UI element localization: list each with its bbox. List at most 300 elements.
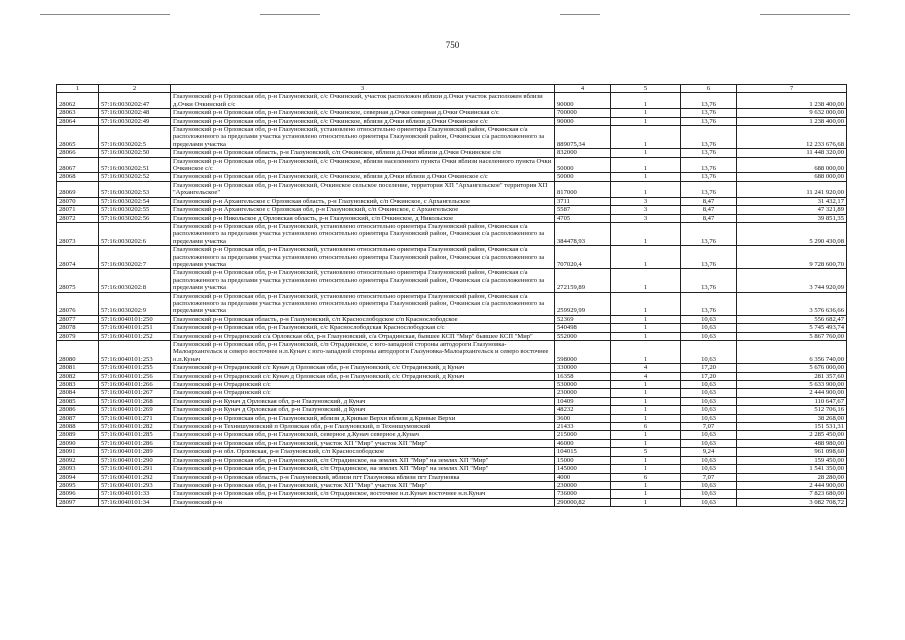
group-cell: 1 [611, 246, 681, 269]
table-row [57, 222, 847, 245]
area-cell: 104015 [555, 448, 611, 456]
group-cell: 1 [611, 181, 681, 197]
cadastral-number-cell: 57:16:0040101:268 [99, 397, 171, 405]
rate-cell: 17,20 [681, 364, 737, 372]
cadastral-number-cell: 57:16:0040101:250 [99, 315, 171, 323]
area-cell: 3711 [555, 197, 611, 205]
table-row [57, 498, 847, 506]
value-cell: 7 823 680,00 [737, 490, 847, 498]
cadastral-number-cell: 57:16:0030202:7 [99, 246, 171, 269]
table-row [57, 389, 847, 397]
value-cell: 47 321,89 [737, 206, 847, 214]
address-cell: Глазуновский р-н Орловская обл, р-н Глазуновский, с/с Очкинское, вблизи д.Очки вблизи д.Очки Очкинское с/с [171, 173, 555, 181]
address-cell: Глазуновский р-н Орловская обл, р-н Глазуновский, с/п Отрадинское, на землях ХП "Мир" на землях ХП "Мир" [171, 465, 555, 473]
cadastral-number-cell: 57:16:0040101:255 [99, 364, 171, 372]
row-number-cell: 28082 [57, 372, 99, 380]
cadastral-number-cell: 57:16:0040101:292 [99, 473, 171, 481]
address-cell: Глазуновский р-н Орловская обл, р-н Глазуновский, с/п Отрадинское, с юго-западной стороны автодороги Глазуновка-Малоархангельск и северо восточнее н.п.Кунач с юго-западной стороны автодороги Глазуновка-Малоархангельск и северо восточнее н.п.Кунач [171, 341, 555, 364]
cadastral-number-cell: 57:16:0030202:5 [99, 126, 171, 149]
value-cell: 3 082 708,72 [737, 498, 847, 506]
address-cell: Глазуновский р-н Орловская область, р-н Глазуновский, с/п Очкинское, вблизи д.Очки вблизи д.Очки Очкинское с/п [171, 149, 555, 157]
value-cell: 3 744 920,09 [737, 269, 847, 292]
group-cell: 1 [611, 126, 681, 149]
rate-cell: 10,63 [681, 456, 737, 464]
address-cell: Глазуновский р-н Отрадинский с/а Орловская обл, р-н Глазуновский, с/а Отрадинская, бывшее КСП "Мир" бывшее КСП "Мир" [171, 332, 555, 340]
cadastral-number-cell: 57:16:0030202:52 [99, 173, 171, 181]
cadastral-number-cell: 57:16:0030202:48 [99, 109, 171, 117]
address-cell: Глазуновский р-н Орловская область, р-н Глазуновский, с/п Краснослободское с/п Краснослободское [171, 315, 555, 323]
table-row [57, 448, 847, 456]
group-cell: 1 [611, 481, 681, 489]
value-cell: 3 576 636,66 [737, 292, 847, 315]
header-cell: 5 [611, 85, 681, 93]
address-cell: Глазуновский р-н Орловская обл, р-н Глазуновский, вблизи д.Кривые Верхи вблизи д.Кривые Верхи [171, 414, 555, 422]
table-row [57, 93, 847, 109]
header-cell: 7 [737, 85, 847, 93]
group-cell: 3 [611, 197, 681, 205]
address-cell: Глазуновский р-н Отрадинский с/с [171, 381, 555, 389]
area-cell: 215000 [555, 431, 611, 439]
area-cell: 46000 [555, 439, 611, 447]
cadastral-number-cell: 57:16:0040101:269 [99, 406, 171, 414]
row-number-cell: 28063 [57, 109, 99, 117]
address-cell: Глазуновский р-н обл. Орловская, р-н Глазуновский, с/п Краснослободское [171, 448, 555, 456]
value-cell: 31 432,17 [737, 197, 847, 205]
row-number-cell: 28075 [57, 269, 99, 292]
row-number-cell: 28079 [57, 332, 99, 340]
row-number-cell: 28084 [57, 389, 99, 397]
group-cell: 5 [611, 448, 681, 456]
table-row [57, 439, 847, 447]
group-cell: 1 [611, 389, 681, 397]
rate-cell: 13,76 [681, 93, 737, 109]
table-row [57, 341, 847, 364]
value-cell: 1 238 400,00 [737, 93, 847, 109]
rate-cell: 13,76 [681, 292, 737, 315]
rate-cell: 10,63 [681, 490, 737, 498]
rate-cell: 13,76 [681, 157, 737, 173]
row-number-cell: 28071 [57, 206, 99, 214]
value-cell: 28 280,00 [737, 473, 847, 481]
table-row [57, 381, 847, 389]
address-cell: Глазуновский р-н Орловская обл, р-н Глазуновский, участок ХП "Мир" участок ХП "Мир" [171, 439, 555, 447]
group-cell: 1 [611, 269, 681, 292]
header-cell: 1 [57, 85, 99, 93]
rate-cell: 10,63 [681, 315, 737, 323]
rate-cell: 7,07 [681, 423, 737, 431]
cadastral-number-cell: 57:16:0040101:293 [99, 481, 171, 489]
rate-cell: 10,63 [681, 439, 737, 447]
address-cell: Глазуновский р-н Архангельское с Орловская обл, р-н Глазуновский, с/п Очкинское, с Архангельское [171, 206, 555, 214]
area-cell: 90000 [555, 117, 611, 125]
table-row [57, 109, 847, 117]
address-cell: Глазуновский р-н Орловская обл, р-н Глазуновский, установлено относительно ориентира Глазуновский район, Очкинская с/а расположенного за пределами участка установлено относительно ориентира Глазуновский район, Очкинская с/а расположенного за пределами участка [171, 126, 555, 149]
rate-cell: 7,07 [681, 473, 737, 481]
cadastral-number-cell: 57:16:0040101:267 [99, 389, 171, 397]
row-number-cell: 28093 [57, 465, 99, 473]
scan-edge-mark [40, 14, 170, 15]
value-cell: 1 541 350,00 [737, 465, 847, 473]
area-cell: 889075,34 [555, 126, 611, 149]
cadastral-number-cell: 57:16:0040101:290 [99, 456, 171, 464]
cadastral-number-cell: 57:16:0040101:33 [99, 490, 171, 498]
address-cell: Глазуновский р-н Орловская обл, р-н Глазуновский, установлено относительно ориентира Глазуновский район, Очкинская с/а расположенного за пределами участка установлено относительно ориентира Глазуновский район, Очкинская с/а расположенного за пределами участка [171, 269, 555, 292]
row-number-cell: 28086 [57, 406, 99, 414]
table-row [57, 473, 847, 481]
row-number-cell: 28062 [57, 93, 99, 109]
value-cell: 2 444 900,00 [737, 389, 847, 397]
area-cell: 259929,99 [555, 292, 611, 315]
table-row [57, 406, 847, 414]
group-cell: 1 [611, 490, 681, 498]
rate-cell: 13,76 [681, 246, 737, 269]
address-cell: Глазуновский р-н Никольское д Орловская область, р-н Глазуновский, с/п Очкинское, д Никольское [171, 214, 555, 222]
cadastral-number-cell: 57:16:0040101:285 [99, 431, 171, 439]
table-row [57, 149, 847, 157]
cadastral-number-cell: 57:16:0040101:271 [99, 414, 171, 422]
cadastral-number-cell: 57:16:0030202:55 [99, 206, 171, 214]
cadastral-number-cell: 57:16:0030202:53 [99, 181, 171, 197]
area-cell: 832000 [555, 149, 611, 157]
row-number-cell: 28087 [57, 414, 99, 422]
value-cell: 556 682,47 [737, 315, 847, 323]
area-cell: 21433 [555, 423, 611, 431]
group-cell: 1 [611, 456, 681, 464]
table-row [57, 481, 847, 489]
cadastral-number-cell: 57:16:0030202:54 [99, 197, 171, 205]
cadastral-number-cell: 57:16:0040101:251 [99, 324, 171, 332]
area-cell: 598000 [555, 341, 611, 364]
row-number-cell: 28069 [57, 181, 99, 197]
rate-cell: 9,24 [681, 448, 737, 456]
table-row [57, 181, 847, 197]
cadastral-number-cell: 57:16:0040101:34 [99, 498, 171, 506]
address-cell: Глазуновский р-н Орловская обл, р-н Глазуновский, установлено относительно ориентира Глазуновский район, Очкинская с/а расположенного за пределами участка установлено относительно ориентира Глазуновский район, Очкинская с/а расположенного за пределами участка [171, 222, 555, 245]
address-cell: Глазуновский р-н Орловская обл, р-н Глазуновский, Очкинское сельское поселение, территория ХП "Архангельское" территория ХП "Архангельское" [171, 181, 555, 197]
registry-body [57, 85, 847, 507]
value-cell: 2 285 450,00 [737, 431, 847, 439]
value-cell: 488 980,00 [737, 439, 847, 447]
rate-cell: 10,63 [681, 324, 737, 332]
area-cell: 3600 [555, 414, 611, 422]
scan-edge-mark [760, 14, 850, 15]
group-cell: 1 [611, 439, 681, 447]
group-cell: 6 [611, 423, 681, 431]
rate-cell: 13,76 [681, 126, 737, 149]
table-row [57, 324, 847, 332]
cadastral-number-cell: 57:16:0030202:47 [99, 93, 171, 109]
rate-cell: 10,63 [681, 498, 737, 506]
value-cell: 2 444 900,00 [737, 481, 847, 489]
group-cell: 1 [611, 315, 681, 323]
cadastral-number-cell: 57:16:0030202:9 [99, 292, 171, 315]
value-cell: 281 357,60 [737, 372, 847, 380]
table-row [57, 397, 847, 405]
table-row [57, 456, 847, 464]
value-cell: 38 268,00 [737, 414, 847, 422]
address-cell: Глазуновский р-н Орловская обл, р-н Глазуновский, северное д.Кунач северное д.Кунач [171, 431, 555, 439]
area-cell: 540498 [555, 324, 611, 332]
row-number-cell: 28080 [57, 341, 99, 364]
area-cell: 230000 [555, 481, 611, 489]
group-cell: 1 [611, 157, 681, 173]
group-cell: 1 [611, 397, 681, 405]
area-cell: 384478,93 [555, 222, 611, 245]
group-cell: 1 [611, 93, 681, 109]
header-cell: 3 [171, 85, 555, 93]
row-number-cell: 28083 [57, 381, 99, 389]
row-number-cell: 28094 [57, 473, 99, 481]
rate-cell: 10,63 [681, 341, 737, 364]
table-row [57, 214, 847, 222]
value-cell: 961 098,60 [737, 448, 847, 456]
row-number-cell: 28091 [57, 448, 99, 456]
row-number-cell: 28066 [57, 149, 99, 157]
row-number-cell: 28067 [57, 157, 99, 173]
value-cell: 5 633 900,00 [737, 381, 847, 389]
rate-cell: 13,76 [681, 269, 737, 292]
address-cell: Глазуновский р-н Орловская обл, р-н Глазуновский, с/с Краснослободская Краснослободская с/с [171, 324, 555, 332]
table-row [57, 423, 847, 431]
row-number-cell: 28074 [57, 246, 99, 269]
rate-cell: 10,63 [681, 397, 737, 405]
value-cell: 5 745 493,74 [737, 324, 847, 332]
rate-cell: 13,76 [681, 222, 737, 245]
address-cell: Глазуновский р-н Орловская обл, р-н Глазуновский, установлено относительно ориентира Глазуновский район, Очкинская с/а расположенного за пределами участка установлено относительно ориентира Глазуновский район, Очкинская с/а расположенного за пределами участка [171, 292, 555, 315]
cadastral-number-cell: 57:16:0030202:50 [99, 149, 171, 157]
row-number-cell: 28081 [57, 364, 99, 372]
address-cell: Глазуновский р-н Кунач д Орловская обл, р-н Глазуновский, д Кунач [171, 406, 555, 414]
table-row [57, 206, 847, 214]
value-cell: 110 647,67 [737, 397, 847, 405]
rate-cell: 13,76 [681, 117, 737, 125]
table-row [57, 465, 847, 473]
value-cell: 151 531,31 [737, 423, 847, 431]
rate-cell: 13,76 [681, 173, 737, 181]
table-row [57, 332, 847, 340]
area-cell: 48232 [555, 406, 611, 414]
row-number-cell: 28077 [57, 315, 99, 323]
group-cell: 1 [611, 341, 681, 364]
table-row [57, 126, 847, 149]
value-cell: 512 706,16 [737, 406, 847, 414]
header-cell: 6 [681, 85, 737, 93]
value-cell: 1 238 400,00 [737, 117, 847, 125]
table-row [57, 157, 847, 173]
cadastral-registry-table [56, 84, 847, 507]
cadastral-number-cell: 57:16:0040101:286 [99, 439, 171, 447]
cadastral-number-cell: 57:16:0040101:266 [99, 381, 171, 389]
area-cell: 5587 [555, 206, 611, 214]
row-number-cell: 28072 [57, 214, 99, 222]
table-row [57, 269, 847, 292]
rate-cell: 10,63 [681, 431, 737, 439]
rate-cell: 10,63 [681, 414, 737, 422]
row-number-cell: 28065 [57, 126, 99, 149]
area-cell: 817000 [555, 181, 611, 197]
address-cell: Глазуновский р-н Орловская обл, р-н Глазуновский, с/с Очкинский, участок расположен вблизи д.Очки участок расположен вблизи д.Очки Очкинский с/с [171, 93, 555, 109]
cadastral-number-cell: 57:16:0030202:56 [99, 214, 171, 222]
address-cell: Глазуновский р-н Орловская обл, р-н Глазуновский, с/п Отрадинское, восточнее н.п.Кунач восточнее н.п.Кунач [171, 490, 555, 498]
header-cell: 4 [555, 85, 611, 93]
group-cell: 1 [611, 324, 681, 332]
rate-cell: 13,76 [681, 109, 737, 117]
row-number-cell: 28064 [57, 117, 99, 125]
row-number-cell: 28097 [57, 498, 99, 506]
area-cell: 145000 [555, 465, 611, 473]
area-cell: 4705 [555, 214, 611, 222]
group-cell: 1 [611, 406, 681, 414]
table-row [57, 315, 847, 323]
address-cell: Глазуновский р-н Орловская обл, р-н Глазуновский, с/п Отрадинское, на землях ХП "Мир" на землях ХП "Мир" [171, 456, 555, 464]
address-cell: Глазуновский р-н Технишумовский п Орловская обл, р-н Глазуновский, п Технишумовский [171, 423, 555, 431]
area-cell: 736000 [555, 490, 611, 498]
value-cell: 5 290 430,08 [737, 222, 847, 245]
cadastral-number-cell: 57:16:0040101:252 [99, 332, 171, 340]
group-cell: 1 [611, 431, 681, 439]
rate-cell: 17,20 [681, 372, 737, 380]
area-cell: 4000 [555, 473, 611, 481]
group-cell: 1 [611, 414, 681, 422]
scan-edge-mark [260, 14, 320, 15]
address-cell: Глазуновский р-н Отрадинский с/с Кунач д Орловская обл, р-н Глазуновский, с/с Отрадинский, д Кунач [171, 372, 555, 380]
cadastral-number-cell: 57:16:0040101:282 [99, 423, 171, 431]
rate-cell: 13,76 [681, 149, 737, 157]
address-cell: Глазуновский р-н Отрадинский с/с [171, 389, 555, 397]
group-cell: 3 [611, 214, 681, 222]
row-number-cell: 28095 [57, 481, 99, 489]
rate-cell: 10,63 [681, 381, 737, 389]
rate-cell: 10,63 [681, 481, 737, 489]
area-cell: 52369 [555, 315, 611, 323]
rate-cell: 8,47 [681, 206, 737, 214]
value-cell: 5 676 000,00 [737, 364, 847, 372]
group-cell: 1 [611, 109, 681, 117]
table-row [57, 372, 847, 380]
area-cell: 230000 [555, 389, 611, 397]
header-cell: 2 [99, 85, 171, 93]
area-cell: 290000,82 [555, 498, 611, 506]
row-number-cell: 28070 [57, 197, 99, 205]
header-row [57, 85, 847, 93]
group-cell: 1 [611, 498, 681, 506]
address-cell: Глазуновский р-н Орловская область, р-н Глазуновский, вблизи пгт Глазуновка вблизи пгт Глазуновка [171, 473, 555, 481]
area-cell: 552000 [555, 332, 611, 340]
group-cell: 3 [611, 206, 681, 214]
table-row [57, 431, 847, 439]
cadastral-number-cell: 57:16:0040101:291 [99, 465, 171, 473]
rate-cell: 10,63 [681, 406, 737, 414]
value-cell: 11 241 920,00 [737, 181, 847, 197]
table-row [57, 490, 847, 498]
address-cell: Глазуновский р-н Орловская обл, р-н Глазуновский, установлено относительно ориентира Глазуновский район, Очкинская с/а расположенного за пределами участка установлено относительно ориентира Глазуновский район, Очкинская с/а расположенного за пределами участка [171, 246, 555, 269]
address-cell: Глазуновский р-н Архангельское с Орловская область, р-н Глазуновский, с/п Очкинское, с Архангельское [171, 197, 555, 205]
table-row [57, 117, 847, 125]
group-cell: 1 [611, 117, 681, 125]
area-cell: 700000 [555, 109, 611, 117]
value-cell: 39 851,35 [737, 214, 847, 222]
rate-cell: 13,76 [681, 181, 737, 197]
area-cell: 707020,4 [555, 246, 611, 269]
value-cell: 6 356 740,00 [737, 341, 847, 364]
scan-edge-mark [560, 14, 600, 15]
value-cell: 5 867 760,00 [737, 332, 847, 340]
area-cell: 530000 [555, 381, 611, 389]
rate-cell: 8,47 [681, 197, 737, 205]
cadastral-number-cell: 57:16:0030202:6 [99, 222, 171, 245]
address-cell: Глазуновский р-н Кунач д Орловская обл, р-н Глазуновский, д Кунач [171, 397, 555, 405]
area-cell: 50000 [555, 173, 611, 181]
row-number-cell: 28096 [57, 490, 99, 498]
table-row [57, 246, 847, 269]
row-number-cell: 28073 [57, 222, 99, 245]
value-cell: 688 000,00 [737, 157, 847, 173]
row-number-cell: 28085 [57, 397, 99, 405]
address-cell: Глазуновский р-н [171, 498, 555, 506]
row-number-cell: 28092 [57, 456, 99, 464]
row-number-cell: 28090 [57, 439, 99, 447]
page-number: 750 [445, 40, 460, 50]
area-cell: 15000 [555, 456, 611, 464]
value-cell: 688 000,00 [737, 173, 847, 181]
area-cell: 10409 [555, 397, 611, 405]
address-cell: Глазуновский р-н Отрадинский с/с Кунач д Орловская обл, р-н Глазуновский, с/с Отрадинский, д Кунач [171, 364, 555, 372]
cadastral-number-cell: 57:16:0040101:253 [99, 341, 171, 364]
rate-cell: 10,63 [681, 332, 737, 340]
table-row [57, 414, 847, 422]
cadastral-number-cell: 57:16:0040101:289 [99, 448, 171, 456]
value-cell: 159 450,00 [737, 456, 847, 464]
table-row [57, 197, 847, 205]
group-cell: 6 [611, 473, 681, 481]
group-cell: 1 [611, 292, 681, 315]
address-cell: Глазуновский р-н Орловская обл, р-н Глазуновский, с/с Очкинское, вблизи д.Очки вблизи д.Очки Очкинское с/с [171, 117, 555, 125]
address-cell: Глазуновский р-н Орловская обл, р-н Глазуновский, с/с Очкинское, вблизи населенного пункта Очки вблизи населенного пункта Очки Очкинское с/с [171, 157, 555, 173]
area-cell: 330000 [555, 364, 611, 372]
table-row [57, 173, 847, 181]
table-row [57, 292, 847, 315]
address-cell: Глазуновский р-н Орловская обл, р-н Глазуновский, с/с Очкинское, северная д.Очки северная д.Очки Очкинская с/с [171, 109, 555, 117]
row-number-cell: 28078 [57, 324, 99, 332]
table-row [57, 364, 847, 372]
rate-cell: 10,63 [681, 465, 737, 473]
group-cell: 1 [611, 149, 681, 157]
value-cell: 12 233 676,68 [737, 126, 847, 149]
cadastral-number-cell: 57:16:0040101:256 [99, 372, 171, 380]
value-cell: 9 632 000,00 [737, 109, 847, 117]
area-cell: 16358 [555, 372, 611, 380]
row-number-cell: 28076 [57, 292, 99, 315]
group-cell: 4 [611, 364, 681, 372]
row-number-cell: 28089 [57, 431, 99, 439]
area-cell: 50000 [555, 157, 611, 173]
cadastral-number-cell: 57:16:0030202:49 [99, 117, 171, 125]
group-cell: 1 [611, 332, 681, 340]
cadastral-number-cell: 57:16:0030202:8 [99, 269, 171, 292]
area-cell: 90000 [555, 93, 611, 109]
cadastral-number-cell: 57:16:0030202:51 [99, 157, 171, 173]
row-number-cell: 28068 [57, 173, 99, 181]
group-cell: 1 [611, 222, 681, 245]
rate-cell: 8,47 [681, 214, 737, 222]
rate-cell: 10,63 [681, 389, 737, 397]
group-cell: 1 [611, 465, 681, 473]
value-cell: 9 728 600,70 [737, 246, 847, 269]
address-cell: Глазуновский р-н Орловская обл, р-н Глазуновский, участок ХП "Мир" участок ХП "Мир" [171, 481, 555, 489]
group-cell: 4 [611, 372, 681, 380]
area-cell: 272159,89 [555, 269, 611, 292]
row-number-cell: 28088 [57, 423, 99, 431]
